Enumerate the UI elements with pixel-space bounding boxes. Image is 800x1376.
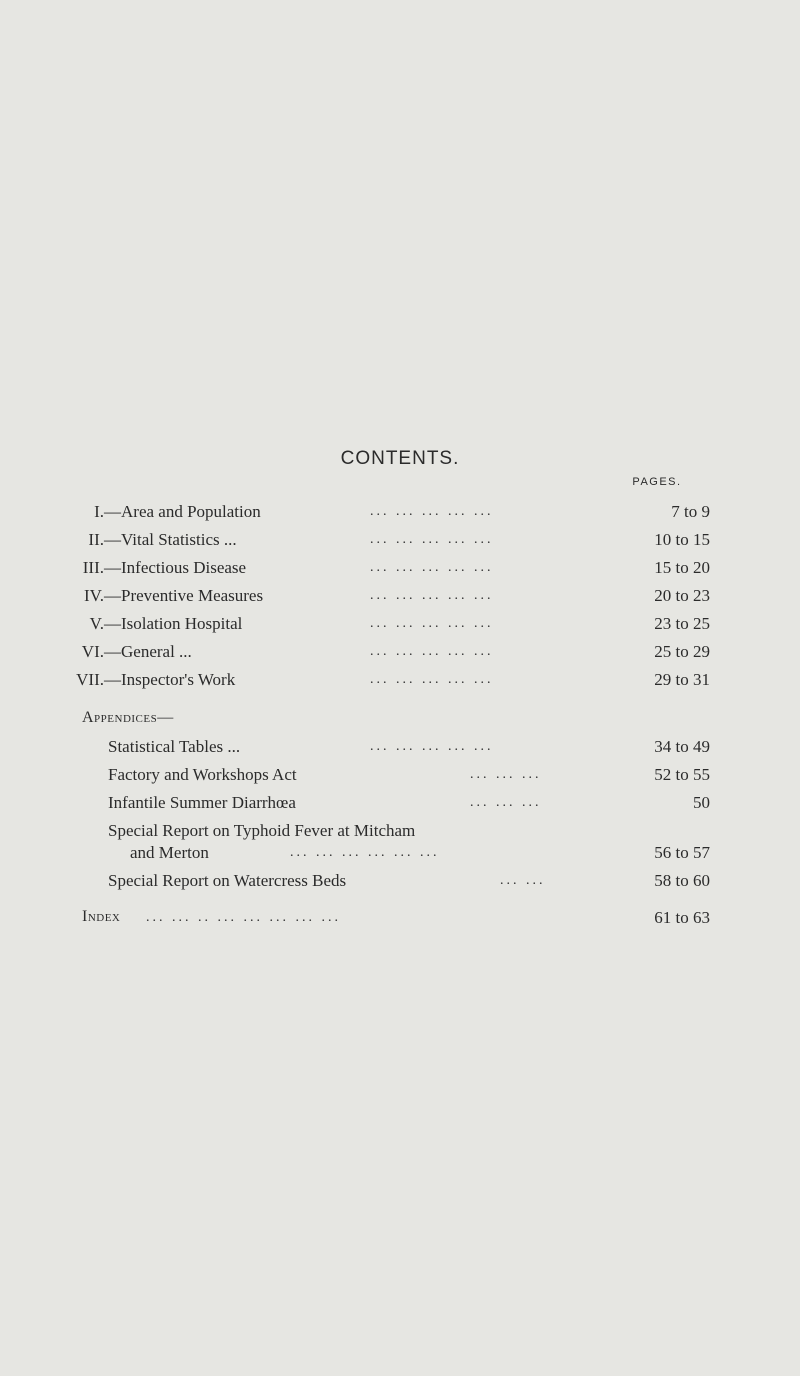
leader-dots: ... ... ... ... ... xyxy=(370,504,494,519)
page-range: 56 to 57 xyxy=(654,843,710,862)
page-range: 10 to 15 xyxy=(654,530,710,549)
section-title: —Isolation Hospital xyxy=(104,614,243,633)
toc-entry xyxy=(0,586,800,610)
section-number: III. xyxy=(82,558,104,577)
page-range: 29 to 31 xyxy=(654,670,710,689)
appendix-title: Special Report on Typhoid Fever at Mitcham xyxy=(108,821,416,840)
toc-entry xyxy=(0,737,800,761)
section-number: V. xyxy=(89,614,104,633)
toc-entry xyxy=(0,871,800,895)
leader-dots: ... ... ... ... ... xyxy=(370,672,494,687)
leader-dots: ... ... ... ... ... xyxy=(370,644,494,659)
toc-entry xyxy=(0,530,800,554)
page-range: 7 to 9 xyxy=(671,502,710,521)
page-range: 15 to 20 xyxy=(654,558,710,577)
leader-dots: ... ... .. ... ... ... ... ... xyxy=(146,910,341,925)
section-number: VII. xyxy=(76,670,104,689)
section-title: —Preventive Measures xyxy=(104,586,264,605)
section-number: IV. xyxy=(84,586,104,605)
leader-dots: ... ... ... xyxy=(470,795,542,810)
page-range: 61 to 63 xyxy=(654,908,710,927)
toc-entry xyxy=(0,793,800,817)
page-range: 58 to 60 xyxy=(654,871,710,890)
leader-dots: ... ... ... ... ... ... xyxy=(290,845,440,860)
page-range: 20 to 23 xyxy=(654,586,710,605)
toc-entry xyxy=(0,843,800,867)
appendix-title: Statistical Tables ... xyxy=(108,737,241,756)
page-range: 52 to 55 xyxy=(654,765,710,784)
leader-dots: ... ... ... ... ... xyxy=(370,560,494,575)
page-range: 25 to 29 xyxy=(654,642,710,661)
leader-dots: ... ... ... ... ... xyxy=(370,588,494,603)
index-title: Index xyxy=(82,908,121,925)
section-number: I. xyxy=(94,502,104,521)
toc-entry xyxy=(0,558,800,582)
toc-entry xyxy=(0,908,800,932)
section-number: II. xyxy=(88,530,104,549)
toc-entry xyxy=(0,821,800,845)
section-title: —Infectious Disease xyxy=(104,558,247,577)
page-title: CONTENTS. xyxy=(340,448,460,469)
toc-entry xyxy=(0,765,800,789)
toc-entry xyxy=(0,642,800,666)
toc-entry xyxy=(0,502,800,526)
page-range: 50 xyxy=(693,793,710,812)
page-range: 23 to 25 xyxy=(654,614,710,633)
leader-dots: ... ... xyxy=(500,873,546,888)
pages-column-header: PAGES. xyxy=(632,476,682,488)
section-title: —General ... xyxy=(104,642,192,661)
appendices-heading: Appendices— xyxy=(82,709,174,726)
appendix-title: Infantile Summer Diarrhœa xyxy=(108,793,296,812)
page-range: 34 to 49 xyxy=(654,737,710,756)
appendix-title-continued: and Merton xyxy=(130,843,209,862)
appendix-title: Factory and Workshops Act xyxy=(108,765,297,784)
leader-dots: ... ... ... ... ... xyxy=(370,616,494,631)
leader-dots: ... ... ... ... ... xyxy=(370,532,494,547)
section-title: —Area and Population xyxy=(104,502,261,521)
section-number: VI. xyxy=(81,642,104,661)
toc-entry xyxy=(0,614,800,638)
section-title: —Vital Statistics ... xyxy=(104,530,237,549)
toc-entry xyxy=(0,670,800,694)
leader-dots: ... ... ... ... ... xyxy=(370,739,494,754)
section-title: —Inspector's Work xyxy=(104,670,236,689)
appendix-title: Special Report on Watercress Beds xyxy=(108,871,347,890)
leader-dots: ... ... ... xyxy=(470,767,542,782)
